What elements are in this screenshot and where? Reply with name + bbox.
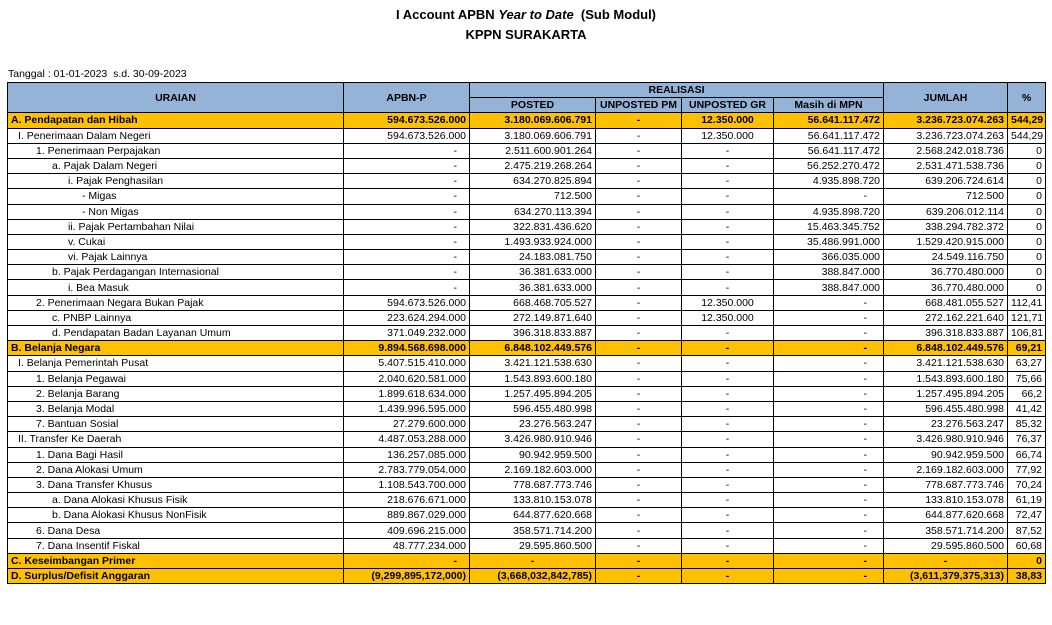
cell-posted: 133.810.153.078	[470, 493, 596, 508]
cell-persen: 87,52	[1008, 523, 1046, 538]
cell-uraian: 2. Penerimaan Negara Bukan Pajak	[8, 295, 344, 310]
cell-unposted-gr: -	[682, 265, 774, 280]
cell-apbn: 48.777.234.000	[344, 538, 470, 553]
cell-apbn: -	[344, 158, 470, 173]
cell-persen: 66,74	[1008, 447, 1046, 462]
cell-jumlah: 1.543.893.600.180	[884, 371, 1008, 386]
table-row	[8, 417, 1046, 432]
cell-masih-mpn: -	[774, 189, 884, 204]
cell-persen: 76,37	[1008, 432, 1046, 447]
cell-unposted-gr: -	[682, 219, 774, 234]
cell-posted: 634.270.825.894	[470, 174, 596, 189]
cell-unposted-gr: -	[682, 386, 774, 401]
cell-apbn: 594.673.526.000	[344, 113, 470, 128]
cell-posted: 596.455.480.998	[470, 401, 596, 416]
cell-persen: 0	[1008, 143, 1046, 158]
cell-masih-mpn: -	[774, 462, 884, 477]
title-italic-text: Year to Date	[498, 7, 574, 22]
cell-masih-mpn: -	[774, 356, 884, 371]
cell-masih-mpn: -	[774, 417, 884, 432]
cell-unposted-gr: -	[682, 432, 774, 447]
cell-masih-mpn: -	[774, 295, 884, 310]
table-row	[8, 432, 1046, 447]
cell-masih-mpn: 4.935.898.720	[774, 174, 884, 189]
cell-unposted-pm: -	[596, 371, 682, 386]
cell-apbn: 1.899.618.634.000	[344, 386, 470, 401]
col-unposted-pm-header: UNPOSTED PM	[596, 98, 682, 113]
cell-unposted-gr: 12.350.000	[682, 128, 774, 143]
cell-masih-mpn: -	[774, 341, 884, 356]
cell-posted: 3.180.069.606.791	[470, 113, 596, 128]
cell-masih-mpn: 388.847.000	[774, 265, 884, 280]
cell-unposted-gr: -	[682, 234, 774, 249]
cell-apbn: 594.673.526.000	[344, 295, 470, 310]
cell-apbn: -	[344, 204, 470, 219]
cell-masih-mpn: 35.486.991.000	[774, 234, 884, 249]
table-row	[8, 265, 1046, 280]
cell-unposted-pm: -	[596, 204, 682, 219]
cell-unposted-pm: -	[596, 219, 682, 234]
cell-jumlah: 338.294.782.372	[884, 219, 1008, 234]
table-row	[8, 143, 1046, 158]
cell-posted: 6.848.102.449.576	[470, 341, 596, 356]
cell-unposted-gr: 12.350.000	[682, 113, 774, 128]
report-title	[0, 7, 1052, 22]
table-row	[8, 553, 1046, 568]
cell-unposted-gr: -	[682, 356, 774, 371]
cell-persen: 41,42	[1008, 401, 1046, 416]
cell-uraian: a. Dana Alokasi Khusus Fisik	[8, 493, 344, 508]
cell-uraian: 7. Bantuan Sosial	[8, 417, 344, 432]
cell-uraian: d. Pendapatan Badan Layanan Umum	[8, 326, 344, 341]
cell-unposted-gr: -	[682, 158, 774, 173]
cell-unposted-pm: -	[596, 143, 682, 158]
cell-persen: 544,29	[1008, 113, 1046, 128]
col-apbn-header: APBN-P	[344, 83, 470, 113]
cell-apbn: -	[344, 553, 470, 568]
table-row	[8, 341, 1046, 356]
cell-apbn: -	[344, 265, 470, 280]
cell-persen: 0	[1008, 234, 1046, 249]
col-posted-header: POSTED	[470, 98, 596, 113]
cell-apbn: -	[344, 280, 470, 295]
cell-posted: -	[470, 553, 596, 568]
cell-persen: 0	[1008, 265, 1046, 280]
cell-jumlah: 3.421.121.538.630	[884, 356, 1008, 371]
cell-persen: 0	[1008, 189, 1046, 204]
cell-persen: 544,29	[1008, 128, 1046, 143]
cell-unposted-gr: 12.350.000	[682, 310, 774, 325]
table-row	[8, 189, 1046, 204]
cell-uraian: D. Surplus/Defisit Anggaran	[8, 569, 344, 584]
cell-jumlah: 778.687.773.746	[884, 477, 1008, 492]
table-row	[8, 250, 1046, 265]
cell-persen: 75,66	[1008, 371, 1046, 386]
cell-unposted-gr: -	[682, 204, 774, 219]
cell-uraian: 2. Belanja Barang	[8, 386, 344, 401]
cell-uraian: a. Pajak Dalam Negeri	[8, 158, 344, 173]
cell-uraian: A. Pendapatan dan Hibah	[8, 113, 344, 128]
cell-jumlah: 3.236.723.074.263	[884, 113, 1008, 128]
cell-unposted-pm: -	[596, 462, 682, 477]
table-row	[8, 356, 1046, 371]
cell-posted: 3.421.121.538.630	[470, 356, 596, 371]
cell-uraian: vi. Pajak Lainnya	[8, 250, 344, 265]
cell-uraian: - Non Migas	[8, 204, 344, 219]
cell-apbn: -	[344, 143, 470, 158]
cell-jumlah: 396.318.833.887	[884, 326, 1008, 341]
cell-unposted-pm: -	[596, 250, 682, 265]
cell-jumlah: 2.169.182.603.000	[884, 462, 1008, 477]
cell-unposted-gr: 12.350.000	[682, 295, 774, 310]
cell-persen: 0	[1008, 158, 1046, 173]
cell-uraian: B. Belanja Negara	[8, 341, 344, 356]
cell-unposted-pm: -	[596, 265, 682, 280]
cell-masih-mpn: 56.641.117.472	[774, 128, 884, 143]
cell-masih-mpn: -	[774, 432, 884, 447]
table-row	[8, 204, 1046, 219]
cell-posted: 90.942.959.500	[470, 447, 596, 462]
cell-unposted-pm: -	[596, 128, 682, 143]
apbn-table	[7, 82, 1046, 584]
col-persen-header: %	[1008, 83, 1046, 113]
cell-posted: 668.468.705.527	[470, 295, 596, 310]
cell-unposted-gr: -	[682, 401, 774, 416]
table-row	[8, 493, 1046, 508]
cell-persen: 63,27	[1008, 356, 1046, 371]
cell-jumlah: 2.531.471.538.736	[884, 158, 1008, 173]
cell-uraian: ii. Pajak Pertambahan Nilai	[8, 219, 344, 234]
cell-masih-mpn: 15.463.345.752	[774, 219, 884, 234]
cell-unposted-pm: -	[596, 341, 682, 356]
cell-apbn: -	[344, 189, 470, 204]
cell-unposted-gr: -	[682, 493, 774, 508]
cell-jumlah: 712.500	[884, 189, 1008, 204]
cell-apbn: 409.696.215.000	[344, 523, 470, 538]
cell-posted: 712.500	[470, 189, 596, 204]
cell-persen: 0	[1008, 250, 1046, 265]
table-row	[8, 280, 1046, 295]
cell-jumlah: 639.206.724.614	[884, 174, 1008, 189]
cell-apbn: 1.108.543.700.000	[344, 477, 470, 492]
cell-unposted-gr: -	[682, 326, 774, 341]
cell-unposted-pm: -	[596, 280, 682, 295]
cell-unposted-pm: -	[596, 174, 682, 189]
cell-posted: 36.381.633.000	[470, 265, 596, 280]
cell-uraian: 2. Dana Alokasi Umum	[8, 462, 344, 477]
table-row	[8, 462, 1046, 477]
cell-persen: 112,41	[1008, 295, 1046, 310]
cell-unposted-pm: -	[596, 189, 682, 204]
cell-persen: 0	[1008, 204, 1046, 219]
cell-apbn: 2.783.779.054.000	[344, 462, 470, 477]
cell-masih-mpn: -	[774, 538, 884, 553]
cell-apbn: 1.439.996.595.000	[344, 401, 470, 416]
cell-unposted-pm: -	[596, 113, 682, 128]
cell-jumlah: 90.942.959.500	[884, 447, 1008, 462]
cell-posted: (3,668,032,842,785)	[470, 569, 596, 584]
cell-unposted-pm: -	[596, 295, 682, 310]
cell-uraian: v. Cukai	[8, 234, 344, 249]
cell-uraian: I. Belanja Pemerintah Pusat	[8, 356, 344, 371]
cell-apbn: 27.279.600.000	[344, 417, 470, 432]
cell-masih-mpn: -	[774, 386, 884, 401]
cell-uraian: I. Penerimaan Dalam Negeri	[8, 128, 344, 143]
cell-masih-mpn: 56.641.117.472	[774, 113, 884, 128]
cell-jumlah: (3,611,379,375,313)	[884, 569, 1008, 584]
cell-jumlah: 272.162.221.640	[884, 310, 1008, 325]
cell-jumlah: 23.276.563.247	[884, 417, 1008, 432]
cell-unposted-pm: -	[596, 477, 682, 492]
cell-unposted-gr: -	[682, 250, 774, 265]
cell-masih-mpn: -	[774, 371, 884, 386]
table-row	[8, 158, 1046, 173]
cell-unposted-pm: -	[596, 569, 682, 584]
col-unposted-gr-header: UNPOSTED GR	[682, 98, 774, 113]
cell-unposted-gr: -	[682, 447, 774, 462]
report-subtitle: KPPN SURAKARTA	[465, 27, 587, 42]
cell-unposted-gr: -	[682, 143, 774, 158]
cell-masih-mpn: 388.847.000	[774, 280, 884, 295]
cell-uraian: 7. Dana Insentif Fiskal	[8, 538, 344, 553]
cell-posted: 2.511.600.901.264	[470, 143, 596, 158]
table-row	[8, 174, 1046, 189]
cell-unposted-pm: -	[596, 523, 682, 538]
cell-jumlah: 668.481.055.527	[884, 295, 1008, 310]
cell-masih-mpn: 56.252.270.472	[774, 158, 884, 173]
cell-persen: 61,19	[1008, 493, 1046, 508]
cell-jumlah: 24.549.116.750	[884, 250, 1008, 265]
cell-persen: 77,92	[1008, 462, 1046, 477]
table-row	[8, 219, 1046, 234]
cell-masih-mpn: -	[774, 310, 884, 325]
cell-jumlah: 3.236.723.074.263	[884, 128, 1008, 143]
cell-masih-mpn: -	[774, 477, 884, 492]
cell-posted: 396.318.833.887	[470, 326, 596, 341]
cell-jumlah: 1.529.420.915.000	[884, 234, 1008, 249]
table-row	[8, 128, 1046, 143]
cell-unposted-pm: -	[596, 158, 682, 173]
cell-posted: 358.571.714.200	[470, 523, 596, 538]
cell-unposted-gr: -	[682, 174, 774, 189]
cell-uraian: C. Keseimbangan Primer	[8, 553, 344, 568]
cell-persen: 121,71	[1008, 310, 1046, 325]
cell-posted: 3.426.980.910.946	[470, 432, 596, 447]
cell-uraian: i. Bea Masuk	[8, 280, 344, 295]
cell-posted: 36.381.633.000	[470, 280, 596, 295]
cell-masih-mpn: -	[774, 553, 884, 568]
cell-uraian: b. Dana Alokasi Khusus NonFisik	[8, 508, 344, 523]
cell-posted: 3.180.069.606.791	[470, 128, 596, 143]
table-row	[8, 477, 1046, 492]
cell-unposted-gr: -	[682, 569, 774, 584]
cell-unposted-pm: -	[596, 326, 682, 341]
table-row	[8, 447, 1046, 462]
cell-unposted-gr: -	[682, 477, 774, 492]
cell-posted: 2.475.219.268.264	[470, 158, 596, 173]
cell-posted: 29.595.860.500	[470, 538, 596, 553]
cell-apbn: -	[344, 234, 470, 249]
cell-unposted-gr: -	[682, 523, 774, 538]
cell-unposted-gr: -	[682, 417, 774, 432]
cell-posted: 24.183.081.750	[470, 250, 596, 265]
cell-jumlah: 639.206.012.114	[884, 204, 1008, 219]
table-row	[8, 508, 1046, 523]
cell-unposted-gr: -	[682, 341, 774, 356]
table-row	[8, 523, 1046, 538]
cell-persen: 0	[1008, 280, 1046, 295]
cell-jumlah: 644.877.620.668	[884, 508, 1008, 523]
cell-jumlah: 3.426.980.910.946	[884, 432, 1008, 447]
cell-masih-mpn: -	[774, 523, 884, 538]
cell-apbn: (9,299,895,172,000)	[344, 569, 470, 584]
cell-apbn: 2.040.620.581.000	[344, 371, 470, 386]
cell-unposted-pm: -	[596, 508, 682, 523]
cell-unposted-pm: -	[596, 356, 682, 371]
cell-apbn: 9.894.568.698.000	[344, 341, 470, 356]
cell-jumlah: 29.595.860.500	[884, 538, 1008, 553]
col-realisasi-header: REALISASI	[470, 83, 884, 98]
cell-posted: 272.149.871.640	[470, 310, 596, 325]
cell-persen: 106,81	[1008, 326, 1046, 341]
cell-apbn: 4.487.053.288.000	[344, 432, 470, 447]
cell-masih-mpn: 4.935.898.720	[774, 204, 884, 219]
cell-masih-mpn: -	[774, 569, 884, 584]
cell-posted: 1.493.933.924.000	[470, 234, 596, 249]
cell-uraian: II. Transfer Ke Daerah	[8, 432, 344, 447]
cell-unposted-pm: -	[596, 234, 682, 249]
cell-unposted-pm: -	[596, 493, 682, 508]
cell-persen: 0	[1008, 553, 1046, 568]
cell-persen: 0	[1008, 174, 1046, 189]
table-body	[8, 113, 1046, 584]
cell-masih-mpn: 366.035.000	[774, 250, 884, 265]
cell-uraian: 3. Dana Transfer Khusus	[8, 477, 344, 492]
cell-persen: 60,68	[1008, 538, 1046, 553]
cell-jumlah: 36.770.480.000	[884, 265, 1008, 280]
cell-apbn: 5.407.515.410.000	[344, 356, 470, 371]
cell-posted: 2.169.182.603.000	[470, 462, 596, 477]
cell-jumlah: 358.571.714.200	[884, 523, 1008, 538]
cell-persen: 85,32	[1008, 417, 1046, 432]
date-range: Tanggal : 01-01-2023 s.d. 30-09-2023	[8, 68, 187, 80]
table-row	[8, 538, 1046, 553]
table-row	[8, 295, 1046, 310]
cell-masih-mpn: -	[774, 401, 884, 416]
cell-unposted-pm: -	[596, 386, 682, 401]
cell-uraian: b. Pajak Perdagangan Internasional	[8, 265, 344, 280]
cell-posted: 322.831.436.620	[470, 219, 596, 234]
cell-unposted-pm: -	[596, 417, 682, 432]
col-jumlah-header: JUMLAH	[884, 83, 1008, 113]
cell-unposted-pm: -	[596, 553, 682, 568]
cell-apbn: 594.673.526.000	[344, 128, 470, 143]
cell-uraian: 3. Belanja Modal	[8, 401, 344, 416]
cell-uraian: c. PNBP Lainnya	[8, 310, 344, 325]
cell-apbn: 371.049.232.000	[344, 326, 470, 341]
cell-apbn: 223.624.294.000	[344, 310, 470, 325]
cell-posted: 23.276.563.247	[470, 417, 596, 432]
cell-unposted-pm: -	[596, 310, 682, 325]
cell-apbn: -	[344, 250, 470, 265]
cell-unposted-pm: -	[596, 538, 682, 553]
title-text: I Account APBN	[395, 7, 499, 22]
col-masih-mpn-header: Masih di MPN	[774, 98, 884, 113]
cell-persen: 72,47	[1008, 508, 1046, 523]
cell-apbn: -	[344, 174, 470, 189]
cell-posted: 644.877.620.668	[470, 508, 596, 523]
cell-unposted-gr: -	[682, 280, 774, 295]
cell-uraian: 1. Dana Bagi Hasil	[8, 447, 344, 462]
cell-jumlah: 1.257.495.894.205	[884, 386, 1008, 401]
cell-unposted-gr: -	[682, 189, 774, 204]
cell-unposted-gr: -	[682, 538, 774, 553]
cell-apbn: 889.867.029.000	[344, 508, 470, 523]
cell-persen: 0	[1008, 219, 1046, 234]
cell-unposted-pm: -	[596, 401, 682, 416]
table-row	[8, 401, 1046, 416]
col-uraian-header: URAIAN	[8, 83, 344, 113]
table-row	[8, 234, 1046, 249]
cell-apbn: -	[344, 219, 470, 234]
cell-unposted-pm: -	[596, 447, 682, 462]
cell-unposted-gr: -	[682, 553, 774, 568]
cell-uraian: 6. Dana Desa	[8, 523, 344, 538]
cell-persen: 38,83	[1008, 569, 1046, 584]
cell-uraian: 1. Penerimaan Perpajakan	[8, 143, 344, 158]
cell-masih-mpn: -	[774, 493, 884, 508]
cell-posted: 1.257.495.894.205	[470, 386, 596, 401]
table-row	[8, 113, 1046, 128]
cell-apbn: 218.676.671.000	[344, 493, 470, 508]
table-row	[8, 386, 1046, 401]
table-row	[8, 371, 1046, 386]
cell-posted: 778.687.773.746	[470, 477, 596, 492]
cell-uraian: - Migas	[8, 189, 344, 204]
cell-apbn: 136.257.085.000	[344, 447, 470, 462]
table-row	[8, 569, 1046, 584]
cell-jumlah: 36.770.480.000	[884, 280, 1008, 295]
cell-jumlah: -	[884, 553, 1008, 568]
cell-posted: 1.543.893.600.180	[470, 371, 596, 386]
cell-jumlah: 6.848.102.449.576	[884, 341, 1008, 356]
title-suffix-text: (Sub Modul)	[573, 7, 657, 22]
cell-unposted-gr: -	[682, 371, 774, 386]
cell-jumlah: 133.810.153.078	[884, 493, 1008, 508]
cell-posted: 634.270.113.394	[470, 204, 596, 219]
cell-unposted-gr: -	[682, 462, 774, 477]
cell-masih-mpn: -	[774, 508, 884, 523]
cell-masih-mpn: -	[774, 447, 884, 462]
cell-uraian: 1. Belanja Pegawai	[8, 371, 344, 386]
cell-uraian: i. Pajak Penghasilan	[8, 174, 344, 189]
cell-unposted-pm: -	[596, 432, 682, 447]
cell-persen: 70,24	[1008, 477, 1046, 492]
cell-jumlah: 2.568.242.018.736	[884, 143, 1008, 158]
cell-persen: 66,2	[1008, 386, 1046, 401]
cell-jumlah: 596.455.480.998	[884, 401, 1008, 416]
cell-persen: 69,21	[1008, 341, 1046, 356]
table-row	[8, 326, 1046, 341]
cell-masih-mpn: -	[774, 326, 884, 341]
table-row	[8, 310, 1046, 325]
cell-masih-mpn: 56.641.117.472	[774, 143, 884, 158]
cell-unposted-gr: -	[682, 508, 774, 523]
